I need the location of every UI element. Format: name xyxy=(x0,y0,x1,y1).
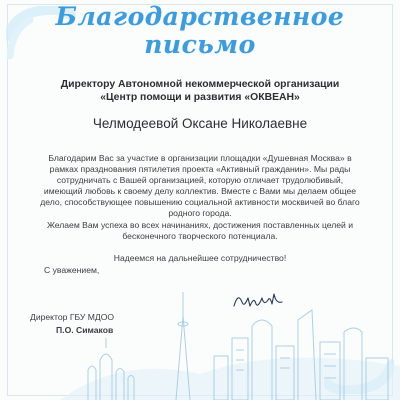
paragraph-thanks: Благодарим Вас за участие в организации площадки «Душевная Москва» в рамках празднования пятилетия проекта «Активный гражданин». Мы рады сотрудничать с Вашей организацией, которую отличает трудолюбивый, имеющий любовь к своему делу коллектив. Вместе с Вами мы делаем общее дело, способствующее повышению социальной активности москвичей во благо родного города. xyxy=(40,153,360,218)
recipient-line1: Директору Автономной некоммерческой организации xyxy=(60,79,340,90)
letter-title-line1: Благодарственное xyxy=(55,2,345,31)
paragraph-cooperation: Надеемся на дальнейшее сотрудничество! xyxy=(113,253,287,263)
letter-title-line2: письмо xyxy=(144,30,256,59)
recipient-line2: «Центр помощи и развития «ОКВЕАН» xyxy=(100,92,300,103)
paragraph-wishes: Желаем Вам успеха во всех начинаниях, достижения поставленных целей и бесконечного творческого потенциала. xyxy=(46,220,354,241)
moscow-skyline-illustration xyxy=(0,286,400,400)
signer-name: П.О. Симаков xyxy=(56,325,114,335)
regards-text: С уважением, xyxy=(44,265,100,275)
handwritten-signature xyxy=(230,288,286,314)
recipient-name: Челмодеевой Оксане Николаевне xyxy=(92,116,308,131)
signer-position: Директор ГБУ МДОО xyxy=(30,312,115,322)
